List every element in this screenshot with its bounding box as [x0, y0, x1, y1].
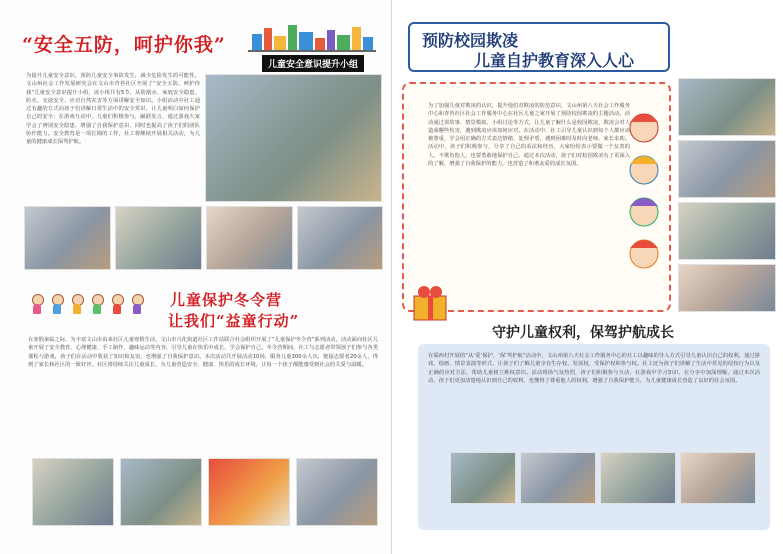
kids-face-column — [624, 110, 664, 290]
section4-photo-3 — [600, 452, 676, 504]
section4-title: 守护儿童权利，保驾护航成长 — [492, 325, 674, 341]
section1-photo-1 — [24, 206, 111, 270]
section1-photo-3 — [206, 206, 293, 270]
section1-main-photo — [205, 74, 382, 202]
section2-photo-3 — [208, 458, 290, 526]
right-page — [392, 0, 783, 554]
section4-photo-4 — [680, 452, 756, 504]
section3-title-line1: 预防校园欺凌 — [422, 31, 519, 50]
section2-photo-4 — [296, 458, 378, 526]
section4-photo-2 — [520, 452, 596, 504]
gift-decoration — [410, 282, 450, 322]
children-illustration — [30, 294, 150, 324]
gift-icon — [410, 282, 450, 322]
section4-body: 在儒西村开展的“从‘爱’保护，‘保’驾护航”活动中，文山州第八天社会工作服务中心的社工以趣味的导入方式引导儿童认识自己的权利，通过游戏、绘画、情景表演等形式，让孩子们了解儿童享有生存权、发展权、受保护权和参与权。社工还为孩子们讲解了生活中常见的侵权行为以及正确的应对方法，帮助儿童树立维权意识。活动现场气氛热烈，孩子们积极参与互动，在游戏中学习知识，在分享中加深理解。通过本次活动，孩子们更加清楚地认识到自己的权利，也懂得了尊重他人的权利，增强了自我保护能力，为儿童健康成长营造了良好的社会氛围。 — [428, 353, 760, 384]
city-skyline-decoration — [248, 22, 376, 52]
section3-photo-2 — [678, 140, 776, 198]
section3-title-line2: 儿童自护教育深入人心 — [474, 51, 635, 70]
kids-faces-icon — [624, 110, 664, 290]
section3-body: 为了加强儿童对欺凌的认识，提升他们对欺凌的防范意识，文山州第八天社会工作服务中心和青苔社区社会工作服务中心在社区儿童之家开展了预防校园欺凌的主题活动。活动通过讲故事、情景模拟、小组讨论等方式，让儿童了解什么是校园欺凌，欺凌会对人造成哪些伤害，遇到欺凌应该如何应对。在活动中，社工引导儿童认识到每个人都应该被尊重，学会用正确的方式表达情绪、处理矛盾，遇到困难时及时向老师、家长求助。活动中，孩子们积极参与，分享了自己的看法和经历，大家纷纷表示要做一个友善的人，不欺负他人，也要勇敢地保护自己。通过本次活动，孩子们对校园欺凌有了更深入的了解，增强了自我保护的能力，也营造了和谐友爱的成长氛围。 — [428, 103, 630, 168]
section2-photo-1 — [32, 458, 114, 526]
section1-body: 为提升儿童安全意识，预防儿童安全事故发生，减少危险发生的可能性，文山州社会工作发展研究会在文山市青苔社区开展了“安全五防，呵护你我”儿童安全意识提升小组，该小组共有5节，从防溺水、家庭安全隐患、防火、交通安全、应对自然灾害等方面讲解安全知识。小组活动中社工通过有趣的方式向孩子们讲解日常生活中的安全常识，让儿童明白如何保护自己的安全；在游戏互动中，儿童们积极参与，踊跃发言，通过游戏大家学会了辨别安全隐患，增强了自我保护意识，同时也提高了孩子们的团队协作能力。安全教育是一项长期的工作，社工将继续开展相关活动，为儿童的健康成长保驾护航。 — [26, 73, 200, 146]
skyline-icon — [248, 22, 376, 52]
section1-photo-2 — [115, 206, 202, 270]
section3-photo-1 — [678, 78, 776, 136]
section4-photo-1 — [450, 452, 516, 504]
section3-title-box — [408, 22, 670, 72]
section1-title: “安全五防，呵护你我” — [22, 34, 226, 56]
section3-photo-3 — [678, 202, 776, 260]
section2-title-line2: 让我们“益童行动” — [168, 312, 300, 330]
section2-body: 在寒假来临之际，为丰富文山市由来社区儿童寒假生活，文山市兴化街道社区工作站联合社会组织开展了“儿童保护冬令营”系列活动。活动面向社区儿童开展了安全教育、心理健康、手工制作、趣味运动等内容，引导儿童在快乐中成长，学会保护自己。冬令营期间，社工与志愿者带领孩子们参与各类课程与游戏，孩子们在活动中收获了知识和友谊，也增强了自我保护意识。本次活动共开展活动10场，服务儿童300余人次，链接志愿者20余人，得到了家长和社区的一致好评。社区将持续关注儿童成长，为儿童营造安全、健康、快乐的成长环境，让每一个孩子都能感受到社会的关爱与温暖。 — [28, 337, 378, 368]
section3-photo-4 — [678, 264, 776, 312]
section2-photo-2 — [120, 458, 202, 526]
section1-photo-4 — [297, 206, 383, 270]
section1-subtitle-banner: 儿童安全意识提升小组 — [262, 55, 364, 72]
section2-title-line1: 儿童保护冬令营 — [170, 291, 283, 309]
